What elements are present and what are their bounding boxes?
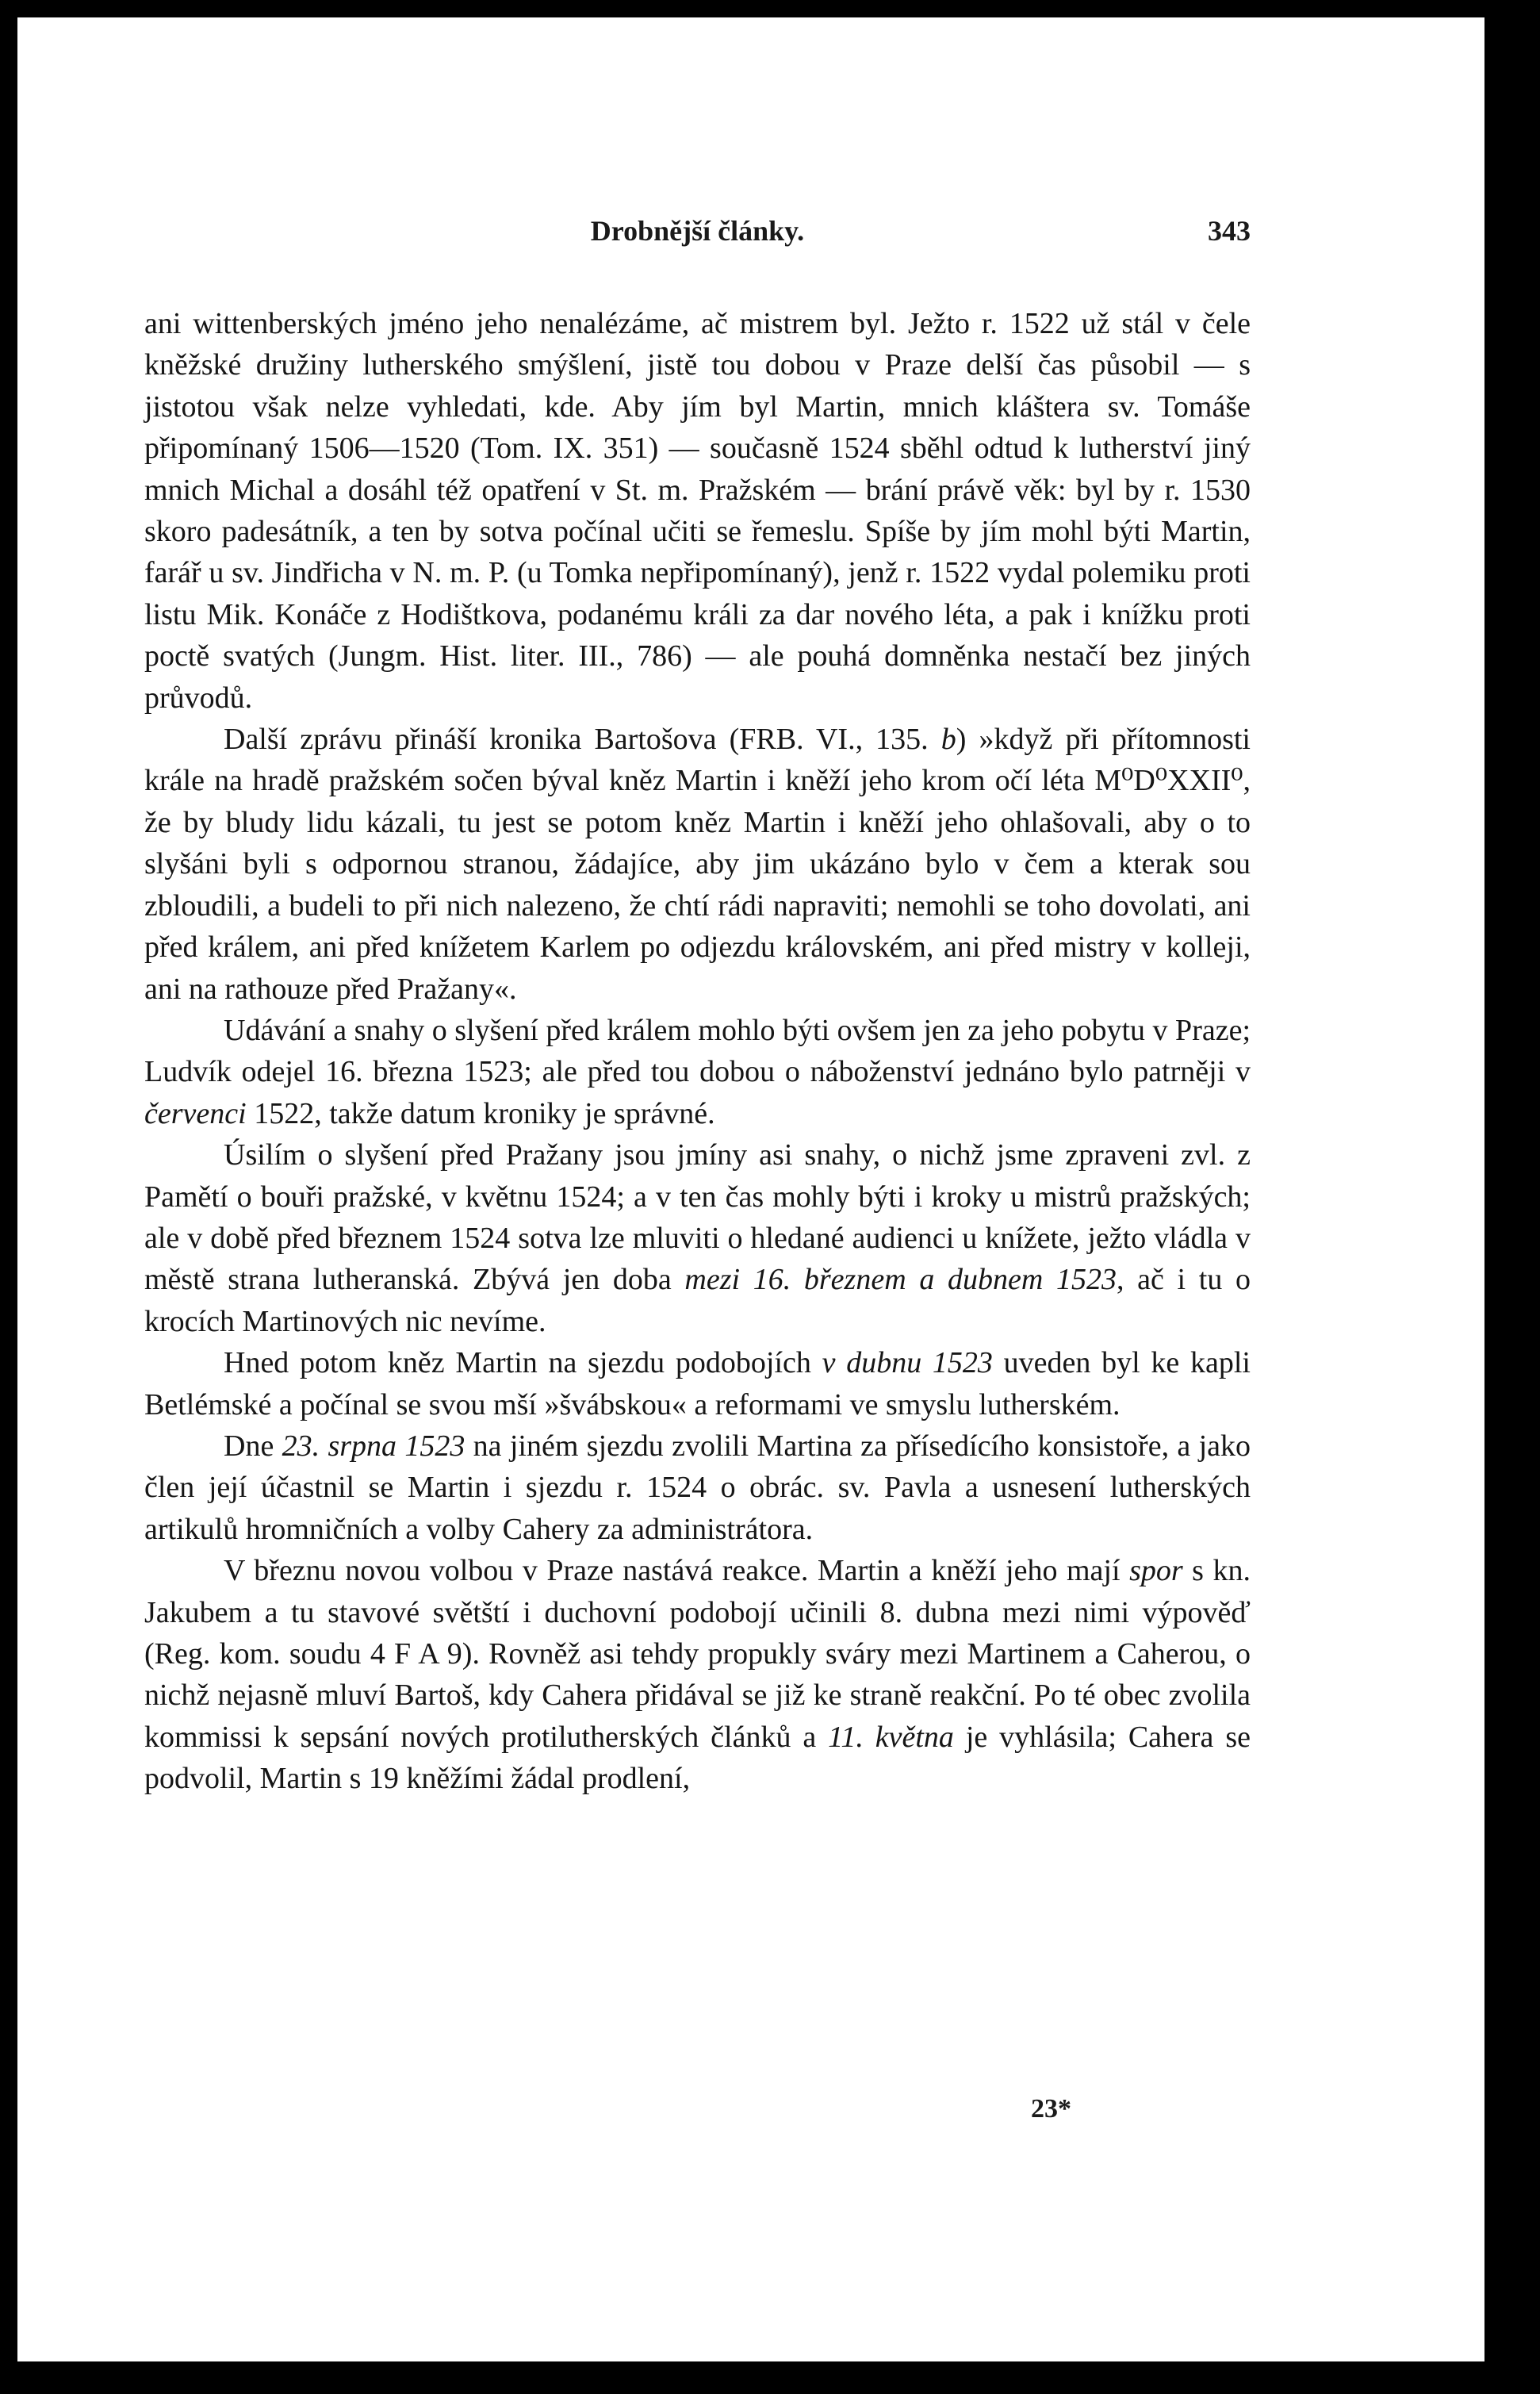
italic-text: červenci	[144, 1096, 247, 1130]
paragraph	[144, 1425, 1251, 1550]
text-run: ani wittenberských jméno jeho nenalézáme, ač mistrem byl. Ježto r. 1522 už stál v čele kněžské družiny lutherského smýšlení, jistě tou dobou v Praze delší čas působil — s jistotou však nelze vyhledati, kde. Aby jím byl Martin, mnich kláštera sv. Tomáše připomínaný 1506—1520 (Tom. IX. 351) — současně 1524 sběhl odtud k lutherství jiný mnich Michal a dosáhl též opatření v St. m. Pražském — brání právě věk: byl by r. 1530 skoro padesátník, a ten by sotva počínal učiti se řemeslu. Spíše by jím mohl býti Martin, farář u sv. Jindřicha v N. m. P. (u Tomka nepřipomínaný), jenž r. 1522 vydal polemiku proti listu Mik. Konáče z Hodištkova, podanému králi za dar nového léta, a pak i knížku proti poctě svatých (Jungm. Hist. liter. III., 786) — ale pouhá domněnka nestačí bez jiných průvodů.	[144, 307, 1251, 715]
paragraph	[144, 719, 1251, 1010]
text-run: na jiném sjezdu zvolili Martina za přísedícího konsistoře, a jako člen její účastnil se Martin i sjezdu r. 1524 o obrác. sv. Pavla a usnesení lutherských artikulů hromničních a volby Cahery za administrátora.	[144, 1429, 1251, 1546]
text-run: s kn. Jakubem a tu stavové světští i duchovní podobojí učinili 8. dubna mezi nimi výpověď (Reg. kom. soudu 4 F A 9). Rovněž asi tehdy propukly sváry mezi Martinem a Caherou, o nichž nejasně mluví Bartoš, kdy Cahera přidával se již ke straně reakční. Po té obec zvolila kommissi k sepsání nových protilutherských článků a	[144, 1554, 1251, 1754]
italic-text: 11. května	[828, 1720, 954, 1754]
text-run: Úsilím o slyšení před Pražany jsou jmíny asi snahy, o nichž jsme zpraveni zvl. z Pamětí o bouři pražské, v květnu 1524; a v ten čas mohly býti i kroky u mistrů pražských; ale v době před březnem 1524 sotva lze mluviti o hledané audienci u knížete, ježto vládla v městě strana lutheranská. Zbývá jen doba	[144, 1138, 1251, 1297]
text-run: Hned potom kněz Martin na sjezdu podobojích	[224, 1346, 822, 1380]
italic-text: mezi 16. březnem a dubnem 1523	[684, 1263, 1117, 1297]
text-run: Udávání a snahy o slyšení před králem mohlo býti ovšem jen za jeho pobytu v Praze; Ludvík odejel 16. března 1523; ale před tou dobou o náboženství jednáno bylo patrněji v	[144, 1013, 1251, 1089]
paragraph	[144, 1550, 1251, 1799]
text-run: Dne	[224, 1429, 282, 1463]
text-run: 1522, takže datum kroniky je správné.	[246, 1096, 715, 1130]
text-run: ) »když při přítomnosti krále na hradě pražském sočen býval kněz Martin i kněží jeho krom očí léta M⁰D⁰XXII⁰, že by bludy lidu kázali, tu jest se potom kněz Martin i kněží jeho ohlašovali, aby o to slyšáni byli s odpornou stranou, žádajíce, aby jim ukázáno bylo v čem a kterak sou zbloudili, a budeli to při nich nalezeno, že chtí rádi napraviti; nemohli se toho dovolati, ani před králem, ani před knížetem Karlem po odjezdu královském, ani před mistry v kolleji, ani na rathouze před Pražany«.	[144, 723, 1251, 1006]
text-run: Další zprávu přináší kronika Bartošova (FRB. VI., 135.	[224, 723, 941, 757]
italic-text: 23. srpna 1523	[282, 1429, 465, 1463]
page-number: 343	[1208, 215, 1251, 247]
text-run: uveden byl ke kapli Betlémské a počínal se svou mší »švábskou« a reformami ve smyslu lutherském.	[144, 1346, 1251, 1421]
signature-mark: 23*	[1031, 2094, 1071, 2124]
paragraph	[144, 1134, 1251, 1342]
text-run: , ač i tu o krocích Martinových nic nevíme.	[144, 1263, 1251, 1338]
italic-text: spor	[1129, 1554, 1183, 1588]
page-header	[144, 214, 1251, 262]
text-run: V březnu novou volbou v Praze nastává reakce. Martin a kněží jeho mají	[224, 1554, 1130, 1588]
italic-text: b	[940, 723, 956, 757]
paragraph	[144, 1342, 1251, 1425]
body-text	[144, 303, 1251, 1800]
paragraph	[144, 303, 1251, 719]
paragraph	[144, 1010, 1251, 1134]
italic-text: v dubnu 1523	[822, 1346, 993, 1380]
running-title: Drobnější články.	[590, 215, 805, 247]
text-run: je vyhlásila; Cahera se podvolil, Martin s 19 kněžími žádal prodlení,	[144, 1720, 1251, 1796]
